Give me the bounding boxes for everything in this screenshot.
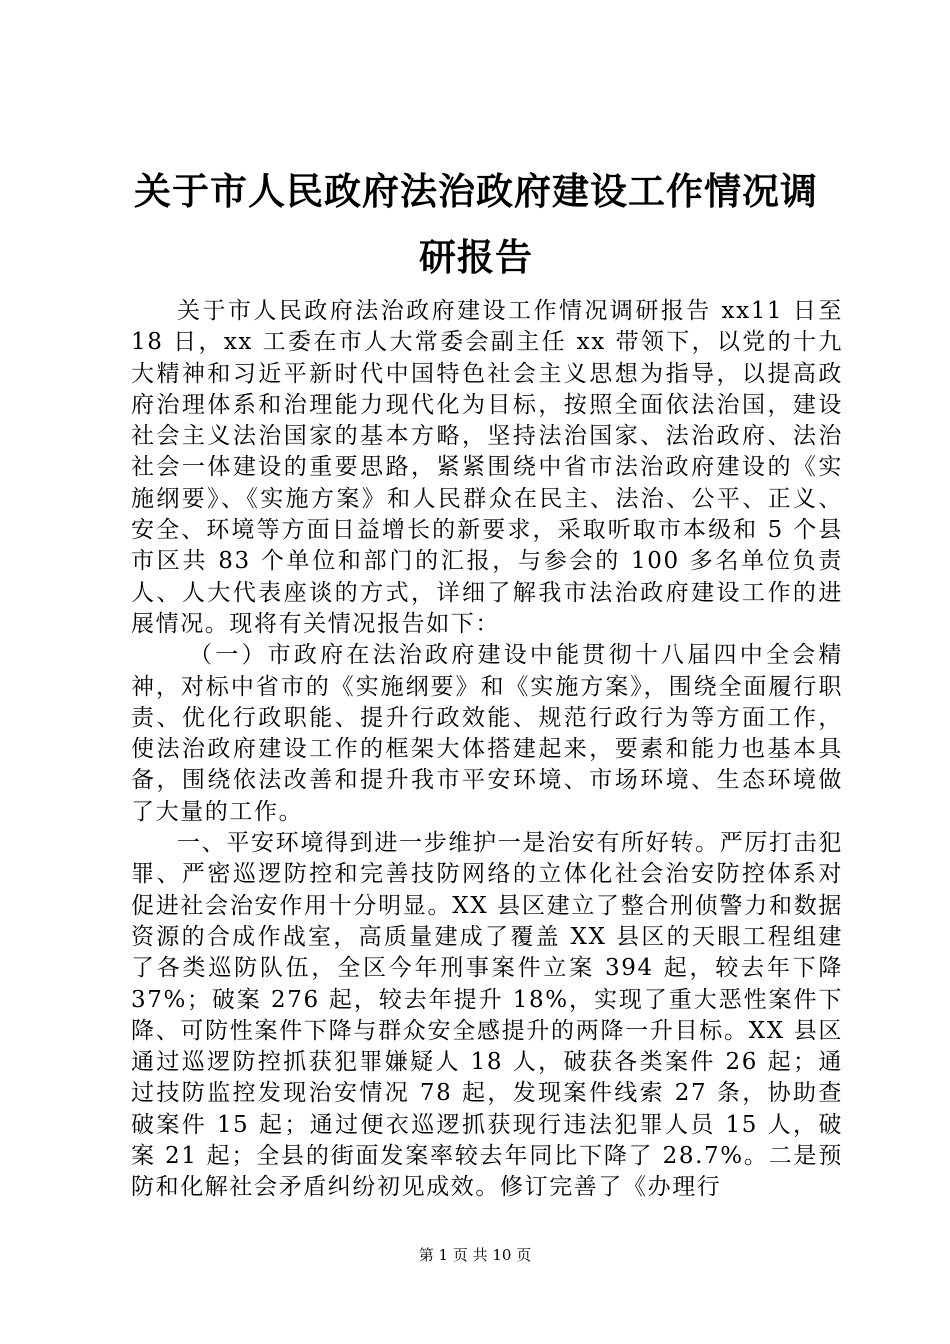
document-title: 关于市人民政府法治政府建设工作情况调研报告 bbox=[134, 169, 818, 279]
page-number-footer: 第 1 页 共 10 页 bbox=[418, 1246, 532, 1264]
paragraph-section-one: （一）市政府在法治政府建设中能贯彻十八届四中全会精神，对标中省市的《实施纲要》和《实施方案》，围绕全面履行职责、优化行政职能、提升行政效能、规范行政行为等方面工作，使法治政府建设工作的框架大体搭建起来，要素和能力也基本具备，围绕依法改善和提升我市平安环境、市场环境、生态环境做了大量的工作。 bbox=[131, 642, 843, 825]
paragraph-safety-environment: 一、平安环境得到进一步维护一是治安有所好转。严厉打击犯罪、严密巡逻防控和完善技防网络的立体化社会治安防控体系对促进社会治安作用十分明显。XX 县区建立了整合刑侦警力和数据资源的合成作战室，高质量建成了覆盖 XX 县区的天眼工程组建了各类巡防队伍，全区今年刑事案件立案 394 起，较去年下降 37%；破案 276 起，较去年提升 18%，实现了重大恶性案件下降、可防性案件下降与群众安全感提升的两降一升目标。XX 县区通过巡逻防控抓获犯罪嫌疑人 18 人，破获各类案件 26 起；通过技防监控发现治安情况 78 起，发现案件线索 27 条，协助查破案件 15 起；通过便衣巡逻抓获现行违法犯罪人员 15 人，破案 21 起；全县的街面发案率较去年同比下降了 28.7%。二是预防和化解社会矛盾纠纷初见成效。修订完善了《办理行 bbox=[131, 830, 843, 1201]
document-body bbox=[131, 296, 843, 1201]
paragraph-intro: 关于市人民政府法治政府建设工作情况调研报告 xx11 日至18 日，xx 工委在市人大常委会副主任 xx 带领下，以党的十九大精神和习近平新时代中国特色社会主义思想为指导，以提高政府治理体系和治理能力现代化为目标，按照全面依法治国，建设社会主义法治国家的基本方略，坚持法治国家、法治政府、法治社会一体建设的重要思路，紧紧围绕中省市法治政府建设的《实施纲要》、《实施方案》和人民群众在民主、法治、公平、正义、安全、环境等方面日益增长的新要求，采取听取市本级和 5 个县市区共 83 个单位和部门的汇报，与参会的 100 多名单位负责人、人大代表座谈的方式，详细了解我市法治政府建设工作的进展情况。现将有关情况报告如下： bbox=[131, 298, 843, 637]
